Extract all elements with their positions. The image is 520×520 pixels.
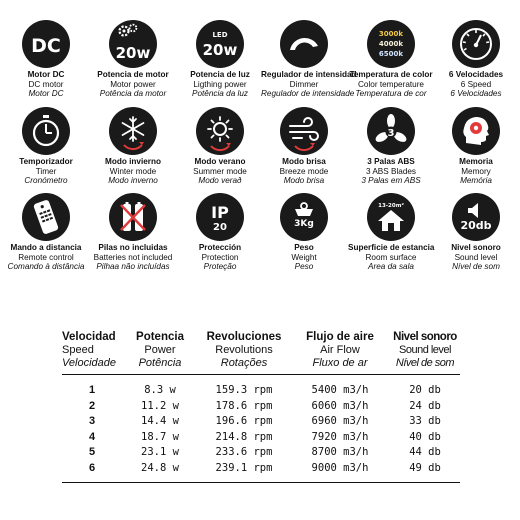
feature-title: Modo invierno (105, 157, 161, 166)
speed-specs-table (62, 330, 460, 483)
cell-speed: 4 (88, 430, 96, 443)
header-sound-level: Nivel sonoro (393, 331, 457, 343)
table-row (62, 399, 460, 415)
stopwatch-icon (22, 107, 70, 155)
ip-rating-icon (196, 193, 244, 241)
feature-batteries-not-included (90, 193, 176, 272)
svg-text:6500k: 6500k (378, 50, 404, 58)
header-revolutions-en: Revolutions (215, 344, 273, 356)
feature-title-pt: 3 Palas em ABS (361, 176, 421, 185)
header-row-pt (62, 357, 460, 375)
feature-title-en: Room surface (365, 252, 417, 262)
svg-text:20w: 20w (115, 44, 151, 62)
batteries-crossed-icon (109, 193, 157, 241)
svg-text:LED: LED (212, 31, 228, 39)
dc-text-icon (22, 20, 70, 68)
feature-title-pt: 6 Velocidades (450, 89, 502, 98)
feature-title-pt: Potência da luz (192, 89, 248, 98)
cell-revolutions: 214.8 rpm (215, 430, 273, 443)
header-air-flow-pt: Fluxo de ar (290, 357, 390, 375)
feature-weight (261, 193, 347, 272)
cell-revolutions: 233.6 rpm (215, 446, 273, 458)
cell-power: 24.8 w (122, 461, 198, 483)
svg-text:20: 20 (213, 222, 227, 233)
cell-power: 11.2 w (141, 399, 179, 412)
feature-winter-mode (90, 107, 176, 186)
feature-dc-motor (3, 20, 89, 99)
svg-text:20w: 20w (202, 41, 238, 59)
feature-title: Modo brisa (282, 157, 326, 166)
feature-room-surface (348, 193, 434, 272)
cell-power: 23.1 w (141, 446, 179, 458)
header-sound-level-pt: Nível de som (390, 357, 460, 375)
feature-title: Temporizador (19, 157, 73, 166)
feature-title-en: Timer (35, 166, 57, 176)
feature-memory (433, 107, 519, 186)
feature-title-en: Motor power (110, 79, 156, 89)
header-row-es (62, 330, 460, 344)
svg-text:3Kg: 3Kg (294, 219, 314, 229)
table-row (62, 445, 460, 461)
feature-title: Peso (294, 243, 314, 252)
cell-speed: 6 (62, 461, 122, 483)
feature-title-pt: Comando à distância (7, 262, 85, 271)
table-row (62, 414, 460, 430)
feature-title: Superficie de estancia (348, 243, 435, 252)
feature-title-pt: Cronómetro (24, 176, 68, 185)
wind-icon (280, 107, 328, 155)
fan-blades-icon (367, 107, 415, 155)
feature-protection (177, 193, 263, 272)
feature-title-en: Remote control (18, 252, 74, 262)
feature-title: Regulador de intensidad (261, 70, 357, 79)
feature-title-pt: Pilhaa não incluídas (96, 262, 170, 271)
feature-title-en: Breeze mode (279, 166, 329, 176)
table-row (62, 430, 460, 446)
feature-motor-power (90, 20, 176, 99)
feature-title-en: Memory (461, 166, 491, 176)
feature-title-pt: Modo verað (198, 176, 242, 185)
cell-sound-level: 20 db (409, 384, 441, 396)
feature-title-pt: Peso (294, 262, 314, 271)
feature-breeze-mode (261, 107, 347, 186)
sound-level-icon (452, 193, 500, 241)
svg-text:3: 3 (387, 128, 395, 139)
header-power-pt: Potência (122, 357, 198, 375)
feature-title-en: Weight (291, 252, 317, 262)
svg-text:3000k: 3000k (378, 30, 404, 38)
room-surface-icon (367, 193, 415, 241)
cell-power: 18.7 w (141, 430, 179, 443)
feature-title: Nivel sonoro (451, 243, 501, 252)
feature-title: Potencia de motor (97, 70, 169, 79)
feature-title: 3 Palas ABS (367, 157, 415, 166)
feature-title-en: Color temperature (358, 79, 424, 89)
sun-icon (196, 107, 244, 155)
svg-text:13-20m²: 13-20m² (378, 203, 404, 209)
table-row (62, 461, 460, 483)
feature-dimmer (261, 20, 357, 99)
svg-text:DC: DC (31, 35, 61, 57)
feature-6-speeds (433, 20, 519, 99)
header-revolutions: Revoluciones (206, 331, 282, 343)
feature-timer (3, 107, 89, 186)
cell-power: 8.3 w (144, 384, 176, 396)
header-speed: Velocidad (62, 331, 116, 343)
feature-title-pt: Modo brisa (283, 176, 325, 185)
feature-title-pt: Temperatura de cor (355, 89, 427, 98)
feature-title: Temperatura de color (349, 70, 433, 79)
weight-icon (280, 193, 328, 241)
header-speed-en: Speed (62, 344, 94, 356)
header-revolutions-pt: Rotações (198, 357, 290, 375)
feature-summer-mode (177, 107, 263, 186)
memory-head-icon (452, 107, 500, 155)
cell-revolutions: 196.6 rpm (215, 415, 273, 427)
feature-title-en: 3 ABS Blades (365, 166, 417, 176)
feature-light-power (177, 20, 263, 99)
feature-title-en: 6 Speed (460, 79, 492, 89)
cell-air-flow: 9000 m3/h (290, 461, 390, 483)
feature-color-temperature (348, 20, 434, 99)
cell-speed: 3 (88, 415, 96, 427)
feature-title: Mando a distancia (10, 243, 82, 252)
feature-title: Pilas no incluidas (98, 243, 168, 252)
header-row-en (62, 344, 460, 357)
feature-title-pt: Proteção (203, 262, 237, 271)
feature-title-pt: Modo inverno (108, 176, 158, 185)
feature-title-pt: Memória (460, 176, 492, 185)
cell-air-flow: 7920 m3/h (311, 430, 369, 443)
feature-sound-level (433, 193, 519, 272)
cell-sound-level: 40 db (409, 430, 441, 443)
led-power-icon (196, 20, 244, 68)
feature-title-en: Ligthing power (193, 79, 247, 89)
cell-speed: 2 (88, 399, 96, 412)
dimmer-icon (280, 20, 328, 68)
cell-sound-level: 33 db (409, 415, 441, 427)
header-speed-pt: Velocidade (62, 357, 122, 375)
header-air-flow-en: Air Flow (320, 344, 360, 356)
feature-title-en: Summer mode (193, 166, 247, 176)
feature-title: Protección (198, 243, 242, 252)
feature-title-pt: Potência da motor (99, 89, 167, 98)
header-power: Potencia (136, 331, 184, 343)
feature-title-pt: Area da sala (368, 262, 414, 271)
cell-air-flow: 5400 m3/h (311, 384, 369, 396)
feature-title-en: Sound level (454, 252, 498, 262)
feature-remote-control (3, 193, 89, 272)
cell-revolutions: 178.6 rpm (215, 399, 273, 412)
cell-air-flow: 6060 m3/h (311, 399, 369, 412)
cell-sound-level: 44 db (409, 446, 441, 458)
feature-title-pt: Regulador de intensidade (261, 89, 355, 98)
motor-power-icon (109, 20, 157, 68)
cell-sound-level: 49 db (390, 461, 460, 483)
feature-title-en: Protection (201, 252, 239, 262)
header-air-flow: Flujo de aire (306, 331, 374, 343)
remote-control-icon (22, 193, 70, 241)
feature-title-en: Winter mode (109, 166, 157, 176)
feature-title: Potencia de luz (190, 70, 250, 79)
svg-text:4000k: 4000k (378, 40, 404, 48)
cell-air-flow: 6960 m3/h (311, 415, 369, 427)
feature-title-en: Batteries not included (93, 252, 173, 262)
header-power-en: Power (144, 344, 176, 356)
feature-title-pt: Motor DC (28, 89, 64, 98)
feature-title-en: Dimmer (289, 79, 319, 89)
speedometer-icon (452, 20, 500, 68)
snowflake-icon (109, 107, 157, 155)
svg-text:20db: 20db (460, 219, 492, 232)
cell-air-flow: 8700 m3/h (311, 446, 369, 458)
feature-title: Modo verano (194, 157, 246, 166)
cell-speed: 1 (88, 384, 96, 396)
feature-3-abs-blades (348, 107, 434, 186)
feature-title: Motor DC (27, 70, 65, 79)
feature-title: 6 Velocidades (448, 70, 504, 79)
feature-title-pt: Nível de som (452, 262, 500, 271)
table-row (62, 375, 460, 399)
cell-revolutions: 239.1 rpm (198, 461, 290, 483)
feature-title-en: DC motor (28, 79, 64, 89)
cell-revolutions: 159.3 rpm (215, 384, 273, 396)
cell-speed: 5 (88, 446, 96, 458)
cell-power: 14.4 w (141, 415, 179, 427)
cell-sound-level: 24 db (409, 399, 441, 412)
feature-title: Memoria (459, 157, 493, 166)
color-temperature-icon (367, 20, 415, 68)
header-sound-level-en: Sound level (399, 344, 451, 356)
svg-text:IP: IP (211, 203, 229, 222)
